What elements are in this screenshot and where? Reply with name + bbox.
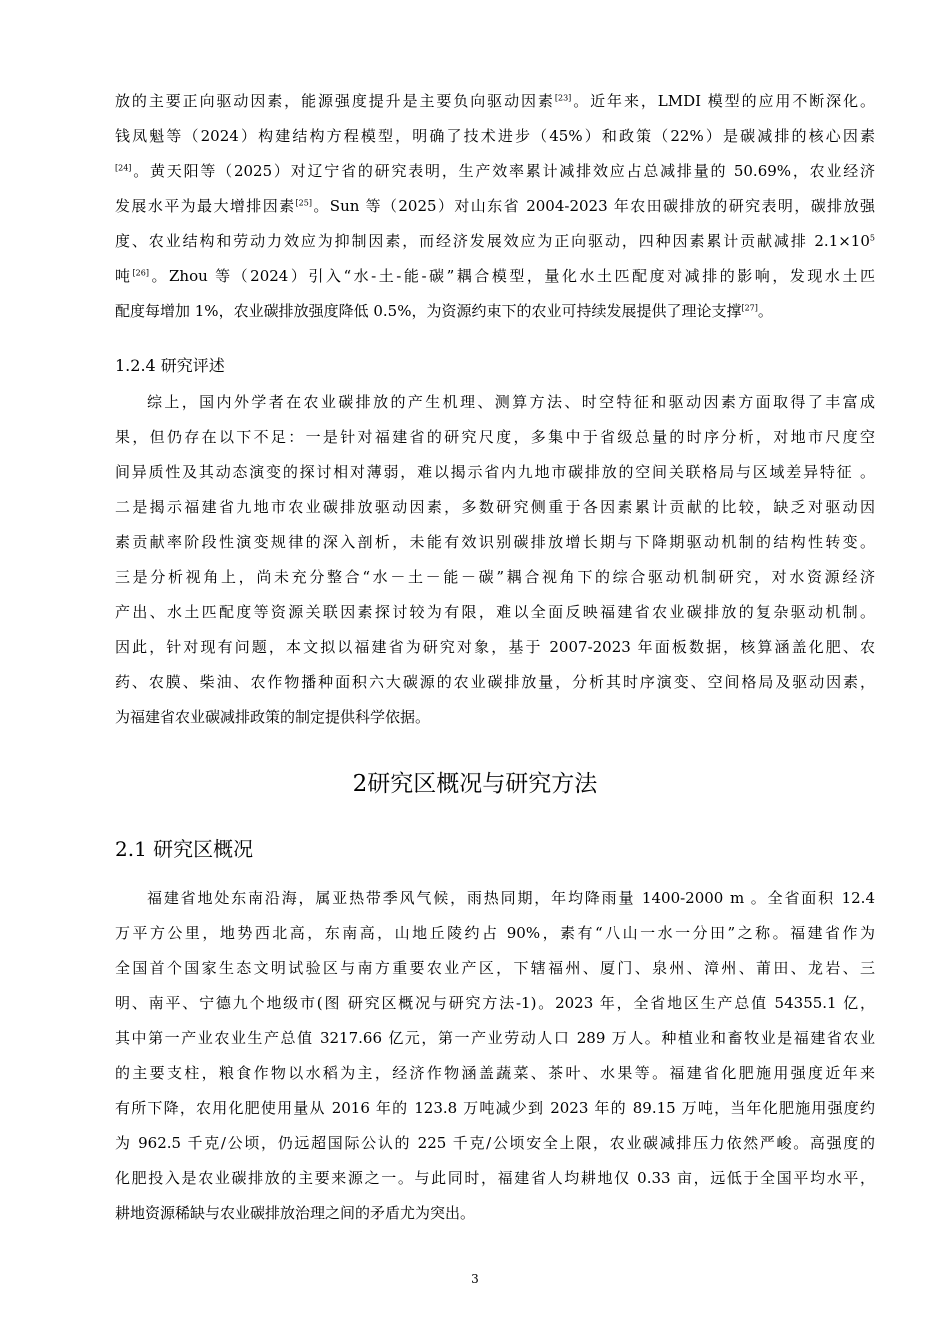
text-line: 因此，针对现有问题，本文拟以福建省为研究对象，基于 2007-2023 年面板数据，核算涵盖化肥、农 [115,638,875,656]
text-line: 素贡献率阶段性演变规律的深入剖析，未能有效识别碳排放增长期与下降期驱动机制的结构性转变。 [115,533,875,551]
paragraph-research-review [115,385,875,735]
section-heading-2-1: 2.1 研究区概况 [115,837,254,861]
text-line: [24]。黄天阳等（2025）对辽宁省的研究表明，生产效率累计减排效应占总减排量的 50.69%，农业经济 [115,162,875,180]
citation: [26] [132,268,149,278]
chapter-heading-2: 2研究区概况与研究方法 [352,771,598,797]
text-line: 综上，国内外学者在农业碳排放的产生机理、测算方法、时空特征和驱动因素方面取得了丰富成 [147,393,875,411]
page-number: 3 [471,1272,479,1286]
text-line: 为福建省农业碳减排政策的制定提供科学依据。 [115,708,431,726]
text-line: 化肥投入是农业碳排放的主要来源之一。与此同时，福建省人均耕地仅 0.33 亩，远低于全国平均水平， [115,1169,875,1187]
text-line: 耕地资源稀缺与农业碳排放治理之间的矛盾尤为突出。 [115,1204,476,1222]
text-line: 药、农膜、柴油、农作物播种面积六大碳源的农业碳排放量，分析其时序演变、空间格局及驱动因素， [115,673,875,691]
text-line: 万平方公里，地势西北高，东南高，山地丘陵约占 90%，素有“八山一水一分田”之称。福建省作为 [115,924,875,942]
text-line: 全国首个国家生态文明试验区与南方重要农业产区，下辖福州、厦门、泉州、漳州、莆田、龙岩、三 [115,959,875,977]
text-line: 其中第一产业农业生产总值 3217.66 亿元，第一产业劳动人口 289 万人。种植业和畜牧业是福建省农业 [115,1029,875,1047]
citation: [27] [741,303,758,313]
citation: [25] [295,198,312,208]
text-line: 二是揭示福建省九地市农业碳排放驱动因素，多数研究侧重于各因素累计贡献的比较，缺乏对驱动因 [115,498,875,516]
text-line: 发展水平为最大增排因素[25]。Sun 等（2025）对山东省 2004-2023 年农田碳排放的研究表明，碳排放强 [115,197,875,215]
text-line: 钱凤魁等（2024）构建结构方程模型，明确了技术进步（45%）和政策（22%）是碳减排的核心因素 [115,127,875,145]
text-line: 放的主要正向驱动因素，能源强度提升是主要负向驱动因素[23]。近年来，LMDI 模型的应用不断深化。 [115,92,875,110]
citation: [23] [554,93,572,103]
text-line: 三是分析视角上，尚未充分整合“水－土－能－碳”耦合视角下的综合驱动机制研究，对水资源经济 [115,568,875,586]
text-line: 为 962.5 千克/公顷，仍远超国际公认的 225 千克/公顷安全上限，农业碳减排压力依然严峻。高强度的 [115,1134,875,1152]
paragraph-driving-factors [115,84,875,329]
citation: [24] [115,163,132,173]
text-line: 的主要支柱，粮食作物以水稻为主，经济作物涵盖蔬菜、茶叶、水果等。福建省化肥施用强度近年来 [115,1064,875,1082]
text-line: 产出、水土匹配度等资源关联因素探讨较为有限，难以全面反映福建省农业碳排放的复杂驱动机制。 [115,603,875,621]
text-line: 福建省地处东南沿海，属亚热带季风气候，雨热同期，年均降雨量 1400-2000 m 。全省面积 12.4 [147,889,875,907]
text-line: 间异质性及其动态演变的探讨相对薄弱，难以揭示省内九地市碳排放的空间关联格局与区域差异特征 。 [115,463,875,481]
text-line: 配度每增加 1%，农业碳排放强度降低 0.5%，为资源约束下的农业可持续发展提供了理论支撑[27]。 [115,302,773,320]
section-heading-1-2-4: 1.2.4 研究评述 [115,356,225,375]
superscript-exponent: 5 [869,233,875,243]
text-line: 有所下降，农用化肥使用量从 2016 年的 123.8 万吨减少到 2023 年的 89.15 万吨，当年化肥施用强度约 [115,1099,875,1117]
text-line: 明、南平、宁德九个地级市(图 研究区概况与研究方法-1)。2023 年，全省地区生产总值 54355.1 亿， [115,994,875,1012]
paragraph-study-area [115,881,875,1231]
text-line: 度、农业结构和劳动力效应为抑制因素，而经济发展效应为正向驱动，四种因素累计贡献减排 $2.1\times 10^5$ [115,232,875,250]
text-line: 果，但仍存在以下不足：一是针对福建省的研究尺度，多集中于省级总量的时序分析，对地市尺度空 [115,428,875,446]
text-line: 吨[26]。Zhou 等（2024）引入“水-土-能-碳”耦合模型，量化水土匹配度对减排的影响，发现水土匹 [115,267,875,285]
